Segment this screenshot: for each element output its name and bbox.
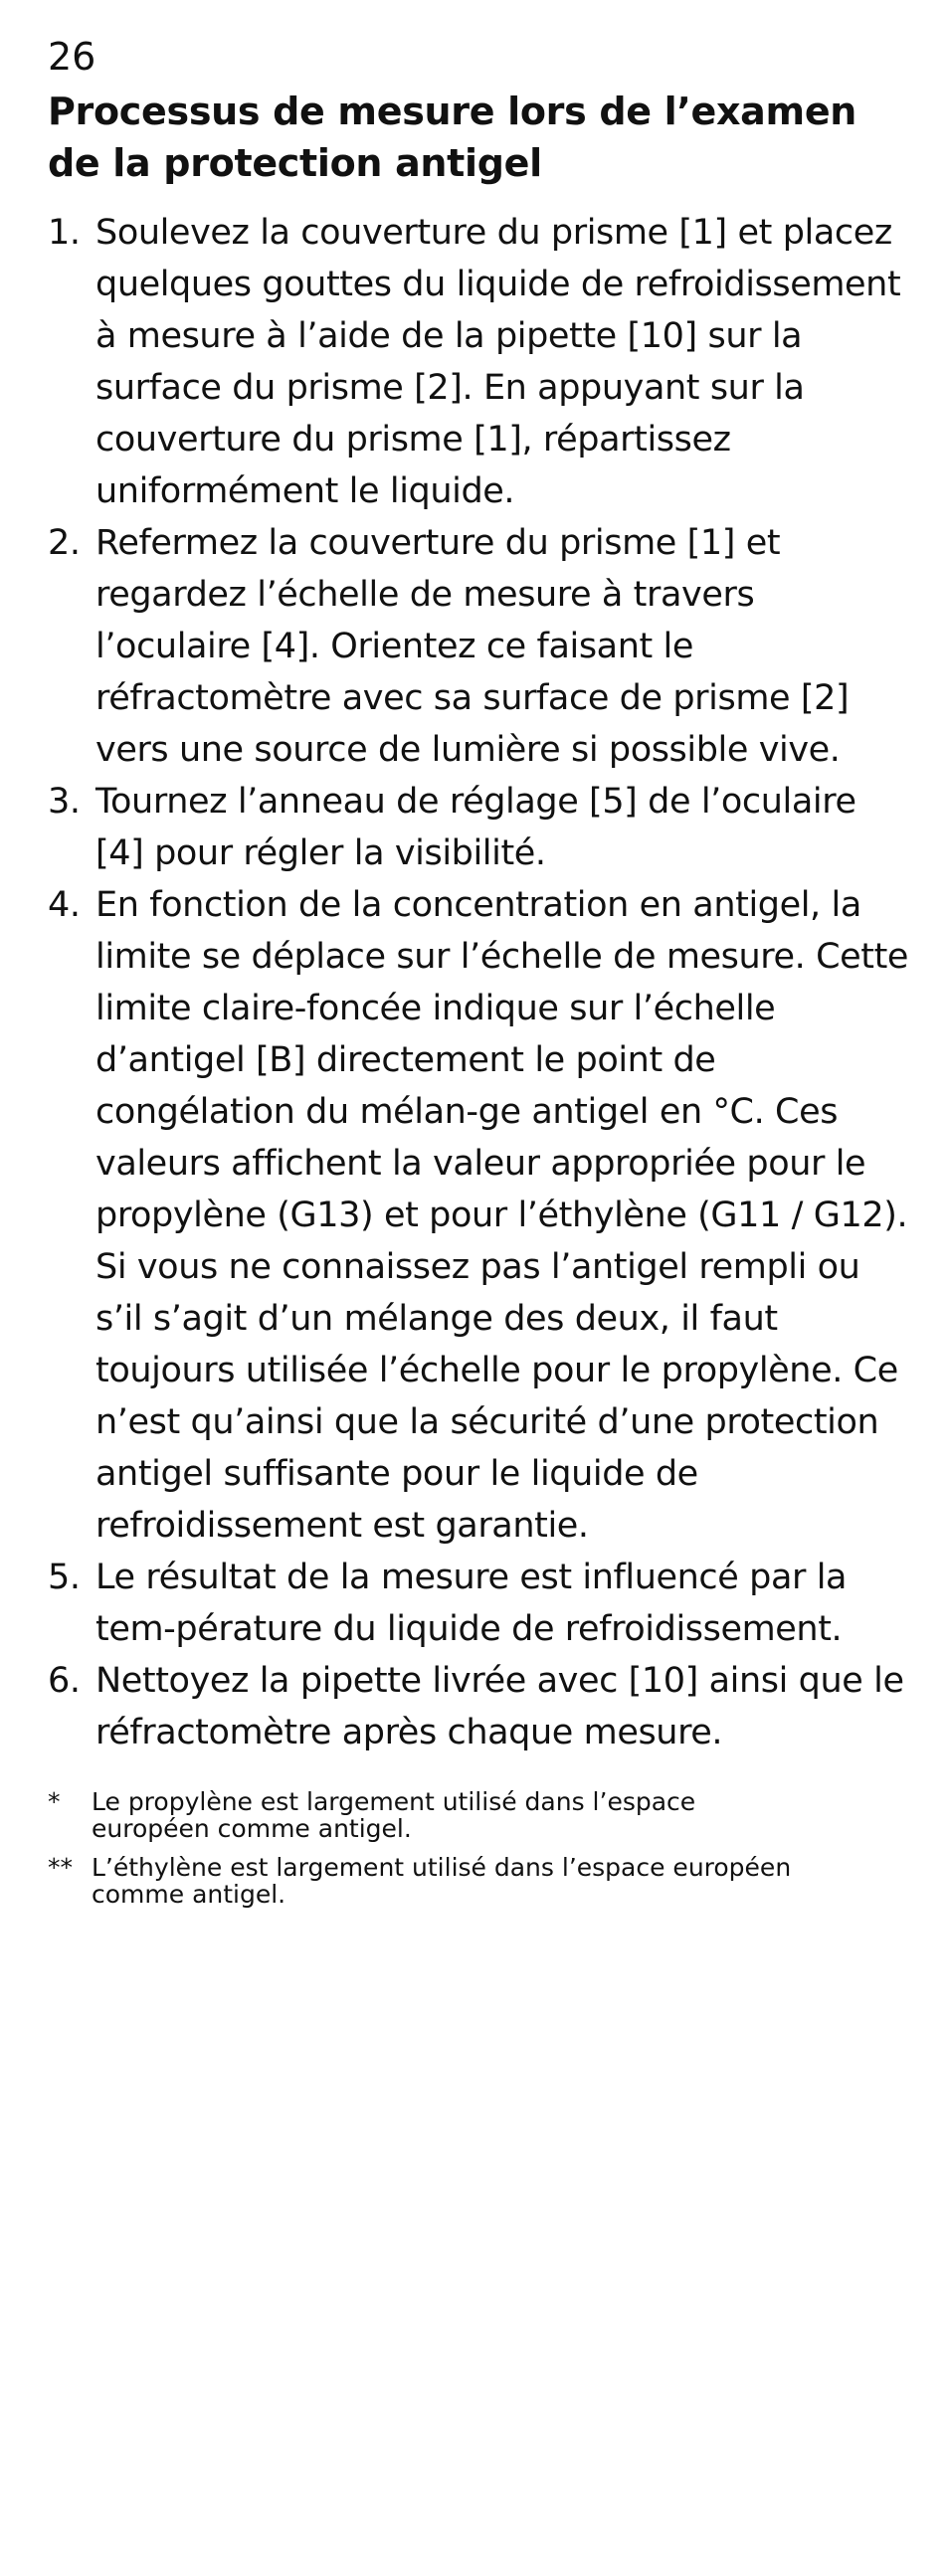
section-title: Processus de mesure lors de l’examen de la protection antigel bbox=[48, 90, 857, 185]
step-text: Le résultat de la mesure est influencé par la tem-pérature du liquide de refroidissement. bbox=[95, 1558, 848, 1649]
step-text: Nettoyez la pipette livrée avec [10] ainsi que le réfractomètre après chaque mesure. bbox=[95, 1661, 904, 1752]
footnote-text: L’éthylène est largement utilisé dans l’espace européen comme antigel. bbox=[92, 1853, 792, 1909]
procedure-step bbox=[48, 1655, 909, 1758]
step-number: 5. bbox=[48, 1558, 81, 1597]
step-number: 1. bbox=[48, 213, 81, 253]
step-number: 3. bbox=[48, 782, 81, 822]
procedure-step bbox=[48, 776, 909, 879]
footnote-mark: ** bbox=[48, 1853, 73, 1882]
step-text: Soulevez la couverture du prisme [1] et placez quelques gouttes du liquide de refroidissement à mesure à l’aide de la pipette [10] sur la surface du prisme [2]. En appuyant sur la couverture du prisme [1], répartissez uniformément le liquide. bbox=[95, 213, 901, 511]
footnote-text: Le propylène est largement utilisé dans l’espace européen comme antigel. bbox=[92, 1787, 696, 1843]
step-text: Tournez l’anneau de réglage [5] de l’oculaire [4] pour régler la visibilité. bbox=[95, 782, 856, 873]
footnote-mark: * bbox=[48, 1787, 61, 1816]
step-number: 6. bbox=[48, 1661, 81, 1701]
step-text: En fonction de la concentration en antigel, la limite se déplace sur l’échelle de mesure. Cette limite claire-foncée indique sur l’échelle d’antigel [B] directement le point de congélation du mélan-ge antigel en °C. Ces valeurs affichent la valeur appropriée pour le propylène (G13) et pour l’éthylène (G11 / G12). Si vous ne connaissez pas l’antigel rempli ou s’il s’agit d’un mélange des deux, il faut toujours utilisée l’échelle pour le propylène. Ce n’est qu’ainsi que la sécurité d’une protection antigel suffisante pour le liquide de refroidissement est garantie. bbox=[95, 885, 909, 1546]
procedure-step bbox=[48, 879, 909, 1552]
procedure-step bbox=[48, 517, 909, 776]
footnote bbox=[48, 1788, 909, 1842]
procedure-step bbox=[48, 1552, 909, 1655]
footnotes bbox=[48, 1788, 909, 1908]
procedure-steps bbox=[48, 207, 909, 1758]
step-text: Refermez la couverture du prisme [1] et regardez l’échelle de mesure à travers l’oculaire [4]. Orientez ce faisant le réfractomètre avec sa surface de prisme [2] vers une source de lumière si possible vive. bbox=[95, 523, 850, 770]
step-number: 2. bbox=[48, 523, 81, 563]
procedure-step bbox=[48, 207, 909, 517]
footnote bbox=[48, 1854, 909, 1908]
step-number: 4. bbox=[48, 885, 81, 925]
page-number: 26 bbox=[48, 35, 96, 79]
